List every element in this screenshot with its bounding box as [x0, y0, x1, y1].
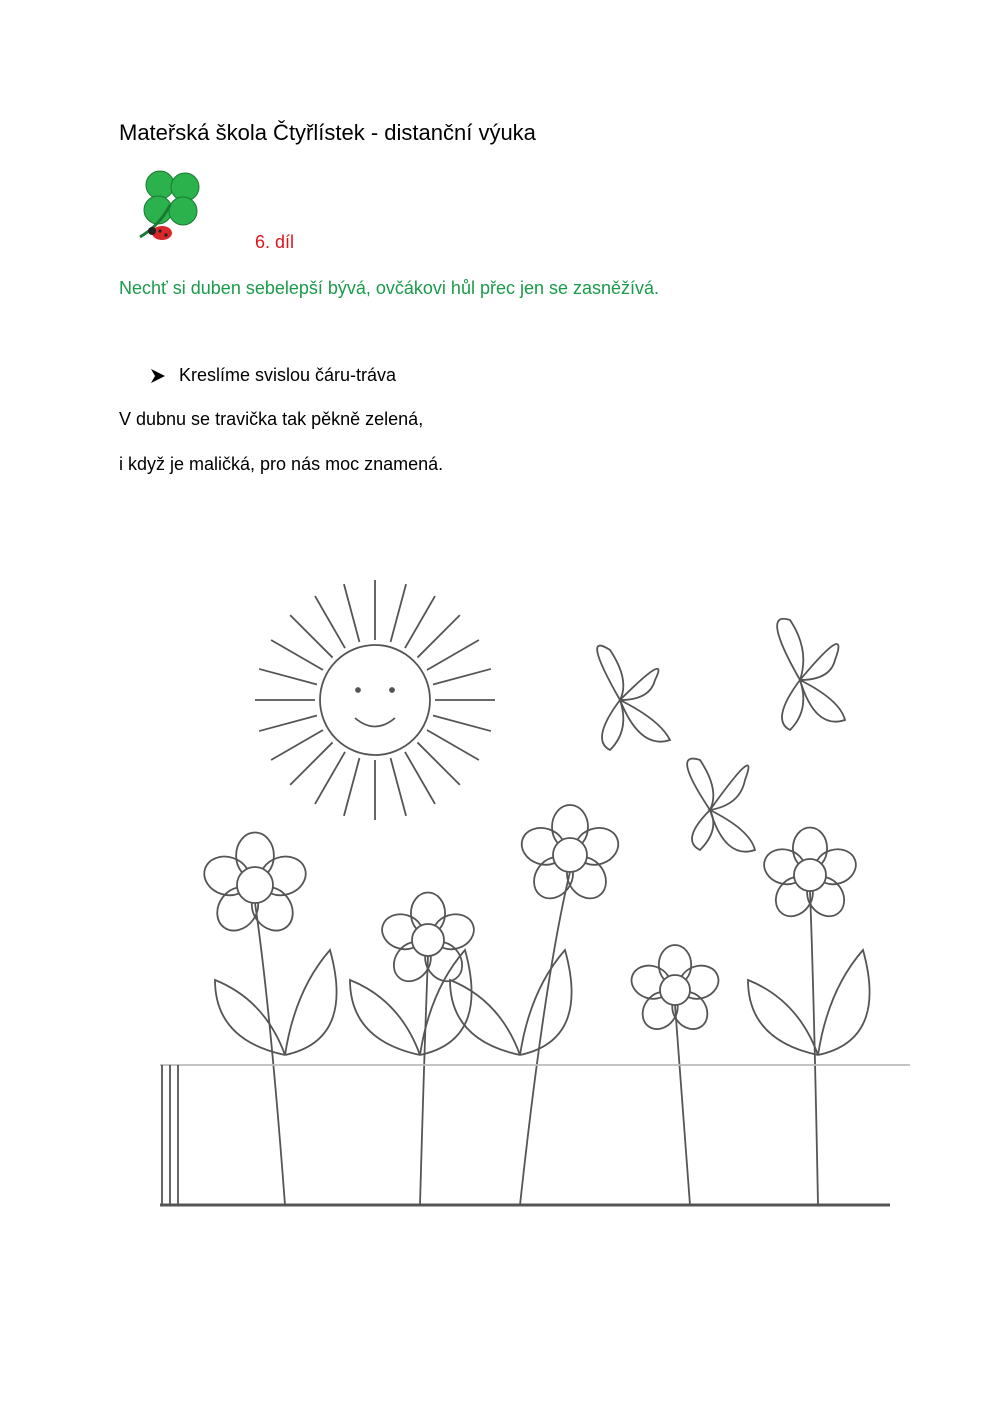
sun-ray	[391, 584, 407, 642]
clover-ladybug-logo	[130, 165, 212, 247]
worksheet-drawing	[110, 570, 970, 1230]
proverb: Nechť si duben sebelepší bývá, ovčákovi hůl přec jen se zasněžívá.	[119, 278, 660, 298]
sun-ray	[427, 640, 479, 670]
poem-line-2: i když je maličká, pro nás moc znamená.	[119, 454, 444, 474]
task-item	[150, 365, 396, 386]
sun-ray	[259, 716, 317, 732]
flower-icon	[627, 945, 723, 1205]
sun-ray	[391, 758, 407, 816]
sun-ray	[271, 640, 323, 670]
butterfly-icon	[777, 619, 845, 730]
sun-ray	[417, 615, 459, 657]
sun-ray	[271, 730, 323, 760]
sun-ray	[433, 669, 491, 685]
part-number: 6. díl	[255, 232, 295, 252]
flower-icon	[748, 828, 870, 1206]
butterfly-icon	[597, 646, 670, 750]
sun-ray	[344, 758, 360, 816]
sun-ray	[405, 752, 435, 804]
sun-ray	[344, 584, 360, 642]
poem-line-1: V dubnu se travička tak pěkně zelená,	[119, 409, 424, 429]
sun-ray	[315, 596, 345, 648]
flower-icon	[450, 805, 623, 1205]
sun-ray	[290, 742, 332, 784]
flower-icon	[199, 833, 336, 1206]
sun-ray	[290, 615, 332, 657]
butterfly-icon	[687, 759, 755, 852]
sun-ray	[259, 669, 317, 685]
task-label: Kreslíme svislou čáru-tráva	[179, 365, 397, 385]
arrow-bullet-icon	[150, 368, 166, 384]
sun-ray	[315, 752, 345, 804]
sun-ray	[433, 716, 491, 732]
sun-ray	[405, 596, 435, 648]
sun-ray	[427, 730, 479, 760]
page-title: Mateřská škola Čtyřlístek - distanční výuka	[119, 120, 536, 145]
sun-ray	[417, 742, 459, 784]
sun-icon	[255, 580, 495, 820]
flower-icon	[350, 893, 478, 1206]
